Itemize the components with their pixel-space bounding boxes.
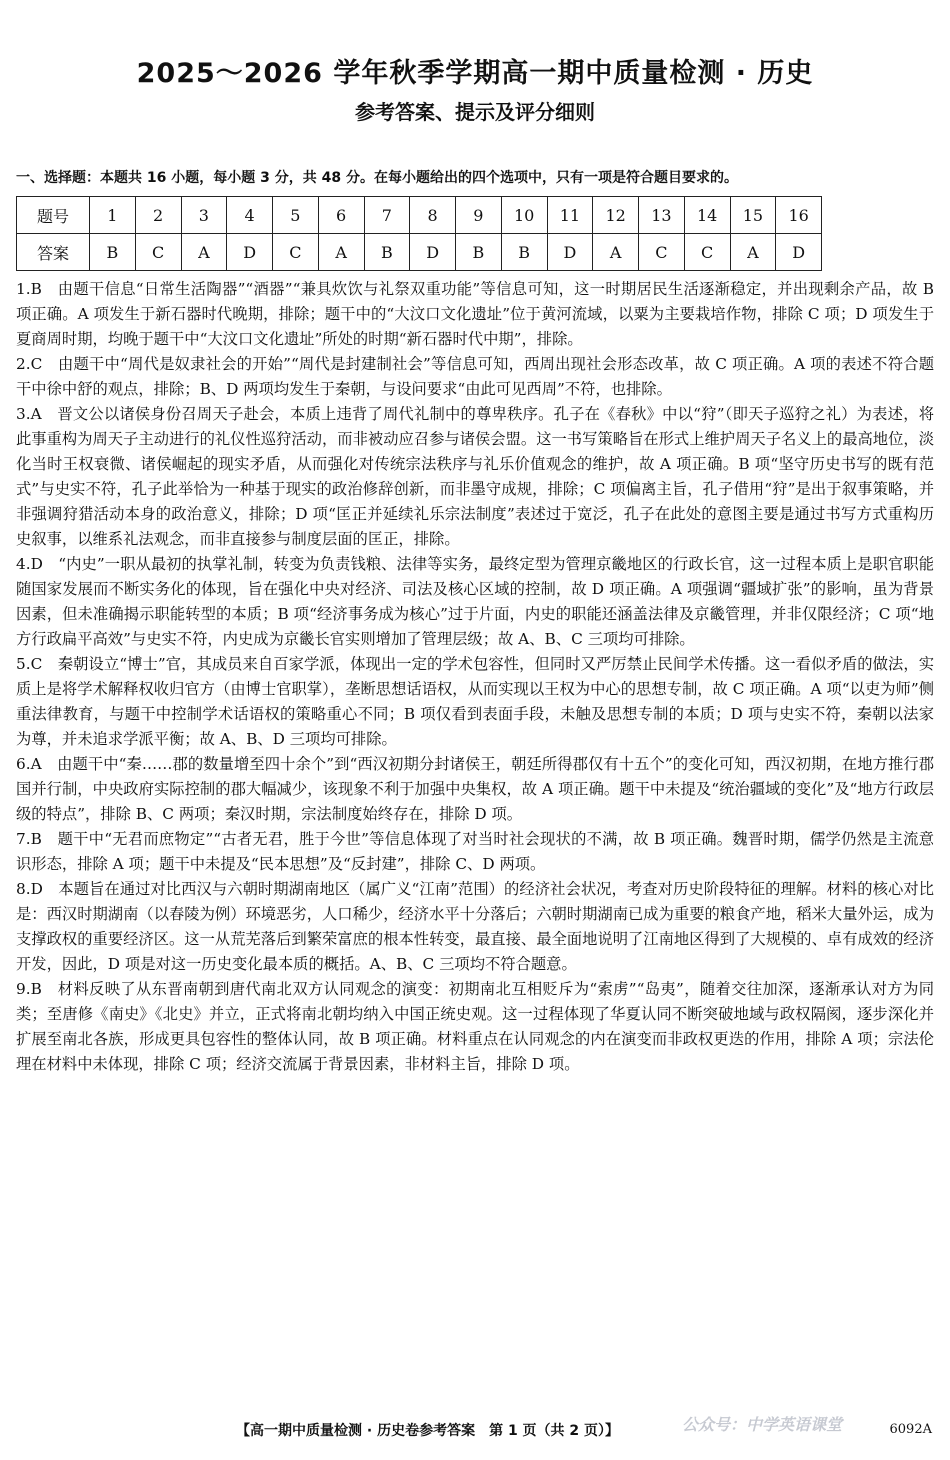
explanation-item: 2.C 由题干中“周代是奴隶社会的开始”“周代是封建制社会”等信息可知，西周出现社会形态改革，故 C 项正确。A 项的表述不符合题干中徐中舒的观点，排除；B、D 两项均发生于秦朝，与设问要求“由此可见西周”不符，也排除。: [16, 355, 934, 398]
explanation-item: 3.A 晋文公以诸侯身份召周天子赴会，本质上违背了周代礼制中的尊卑秩序。孔子在《春秋》中以“狩”（即天子巡狩之礼）为表述，将此事重构为周天子主动进行的礼仪性巡狩活动，而非被动应召参与诸侯会盟。这一书写策略旨在形式上维护周天子名义上的最高地位，淡化当时王权衰微、诸侯崛起的现实矛盾，从而强化对传统宗法秩序与礼乐价值观念的维护，故 A 项正确。B 项“坚守历史书写的既有范式”与史实不符，孔子此举恰为一种基于现实的政治修辞创新，而非墨守成规，排除；C 项偏离主旨，孔子借用“狩”是出于叙事策略，并非强调狩猎活动本身的政治意义，排除；D 项“匡正并延续礼乐宗法制度”表述过于宽泛，孔子在此处的意图主要是通过书写方式重构历史叙事，以维系礼法观念，而非直接参与制度层面的匡正，排除。: [16, 405, 934, 548]
question-number: 11: [547, 197, 593, 234]
question-number: 7: [364, 197, 410, 234]
answer-cell: B: [364, 234, 410, 271]
answer-table: [16, 196, 822, 271]
answer-cell: B: [456, 234, 502, 271]
explanation-item: 4.D “内史”一职从最初的执掌礼制，转变为负责钱粮、法律等实务，最终定型为管理京畿地区的行政长官，这一过程本质上是职官职能随国家发展而不断实务化的体现，旨在强化中央对经济、司法及核心区域的控制，故 D 项正确。A 项强调“疆域扩张”的影响，虽为背景因素，但未准确揭示职能转型的本质；B 项“经济事务成为核心”过于片面，内史的职能还涵盖法律及京畿管理，并非仅限经济；C 项“地方行政扁平高效”与史实不符，内史成为京畿长官实则增加了管理层级；故 A、B、C 三项均可排除。: [16, 555, 934, 648]
section-heading: 一、选择题：本题共 16 小题，每小题 3 分，共 48 分。在每小题给出的四个选项中，只有一项是符合题目要求的。: [16, 170, 738, 186]
question-number: 5: [273, 197, 319, 234]
answer-cell: A: [318, 234, 364, 271]
question-number: 10: [501, 197, 547, 234]
question-number: 6: [318, 197, 364, 234]
answer-cell: D: [547, 234, 593, 271]
question-number: 3: [181, 197, 227, 234]
watermark: 公众号：中学英语课堂: [682, 1415, 843, 1434]
answer-cell: D: [410, 234, 456, 271]
question-number: 16: [776, 197, 822, 234]
footer-code: 6092A: [889, 1422, 932, 1437]
answer-row: [17, 234, 822, 271]
question-number: 15: [730, 197, 776, 234]
explanation-list: [16, 277, 934, 1077]
answer-cell: A: [730, 234, 776, 271]
answer-cell: A: [593, 234, 639, 271]
answer-label: 答案: [17, 234, 90, 271]
answer-cell: D: [776, 234, 822, 271]
explanation-item: 1.B 由题干信息“日常生活陶器”“酒器”“兼具炊饮与礼祭双重功能”等信息可知，这一时期居民生活逐渐稳定，并出现剩余产品，故 B 项正确。A 项发生于新石器时代晚期，排除；题干中的“大汶口文化遗址”位于黄河流域，以粟为主要栽培作物，排除 C 项；D 项发生于夏商周时期，均晚于题干中“大汶口文化遗址”所处的时期“新石器时代中期”，排除。: [16, 280, 934, 348]
explanation-item: 8.D 本题旨在通过对比西汉与六朝时期湖南地区（属广义“江南”范围）的经济社会状况，考查对历史阶段特征的理解。材料的核心对比是：西汉时期湖南（以春陵为例）环境恶劣，人口稀少，经济水平十分落后；六朝时期湖南已成为重要的粮食产地，稻米大量外运，成为支撑政权的重要经济区。这一从荒芜落后到繁荣富庶的根本性转变，最直接、最全面地说明了江南地区得到了大规模的、卓有成效的经济开发，因此，D 项是对这一历史变化最本质的概括。A、B、C 三项均不符合题意。: [16, 880, 934, 973]
explanation-item: 6.A 由题干中“秦……郡的数量增至四十余个”到“西汉初期分封诸侯王，朝廷所得郡仅有十五个”的变化可知，西汉初期，在地方推行郡国并行制，中央政府实际控制的郡大幅减少，该现象不利于加强中央集权，故 A 项正确。题干中未提及“统治疆域的变化”及“地方行政层级的特点”，排除 B、C 两项；秦汉时期，宗法制度始终存在，排除 D 项。: [16, 755, 934, 823]
question-number: 1: [90, 197, 136, 234]
answer-cell: C: [135, 234, 181, 271]
answer-cell: C: [639, 234, 685, 271]
question-number: 14: [684, 197, 730, 234]
answer-cell: D: [227, 234, 273, 271]
question-number: 12: [593, 197, 639, 234]
question-number: 9: [456, 197, 502, 234]
question-number: 13: [639, 197, 685, 234]
question-number: 2: [135, 197, 181, 234]
page-subtitle: 参考答案、提示及评分细则: [355, 100, 595, 124]
answer-cell: C: [273, 234, 319, 271]
answer-cell: A: [181, 234, 227, 271]
explanation-item: 9.B 材料反映了从东晋南朝到唐代南北双方认同观念的演变：初期南北互相贬斥为“索虏”“岛夷”，随着交往加深，逐渐承认对方为同类；至唐修《南史》《北史》并立，正式将南北朝均纳入中国正统史观。这一过程体现了华夏认同不断突破地域与政权隔阂，逐步深化并扩展至南北各族，形成更具包容性的整体认同，故 B 项正确。材料重点在认同观念的内在演变而非政权更迭的作用，排除 A 项；宗法伦理在材料中未体现，排除 C 项；经济交流属于背景因素，非材料主旨，排除 D 项。: [16, 980, 934, 1073]
answer-cell: C: [684, 234, 730, 271]
answer-cell: B: [501, 234, 547, 271]
question-number: 4: [227, 197, 273, 234]
explanation-item: 5.C 秦朝设立“博士”官，其成员来自百家学派，体现出一定的学术包容性，但同时又严厉禁止民间学术传播。这一看似矛盾的做法，实质上是将学术解释权收归官方（由博士官职掌），垄断思想话语权，从而实现以王权为中心的思想专制，故 C 项正确。A 项“以吏为师”侧重法律教育，与题干中控制学术话语权的策略重心不同；B 项仅看到表面手段，未触及思想专制的本质；D 项与史实不符，秦朝以法家为尊，并未追求学派平衡；故 A、B、D 三项均可排除。: [16, 655, 934, 748]
question-number-row: [17, 197, 822, 234]
explanation-item: 7.B 题干中“无君而庶物定”“古者无君，胜于今世”等信息体现了对当时社会现状的不满，故 B 项正确。魏晋时期，儒学仍然是主流意识形态，排除 A 项；题干中未提及“民本思想”及“反封建”，排除 C、D 两项。: [16, 830, 934, 873]
page-title: 2025～2026 学年秋季学期高一期中质量检测 · 历史: [136, 58, 814, 89]
question-number-label: 题号: [17, 197, 90, 234]
footer-page-info: 【高一期中质量检测 · 历史卷参考答案 第 1 页（共 2 页）】: [236, 1423, 620, 1439]
question-number: 8: [410, 197, 456, 234]
answer-cell: B: [90, 234, 136, 271]
